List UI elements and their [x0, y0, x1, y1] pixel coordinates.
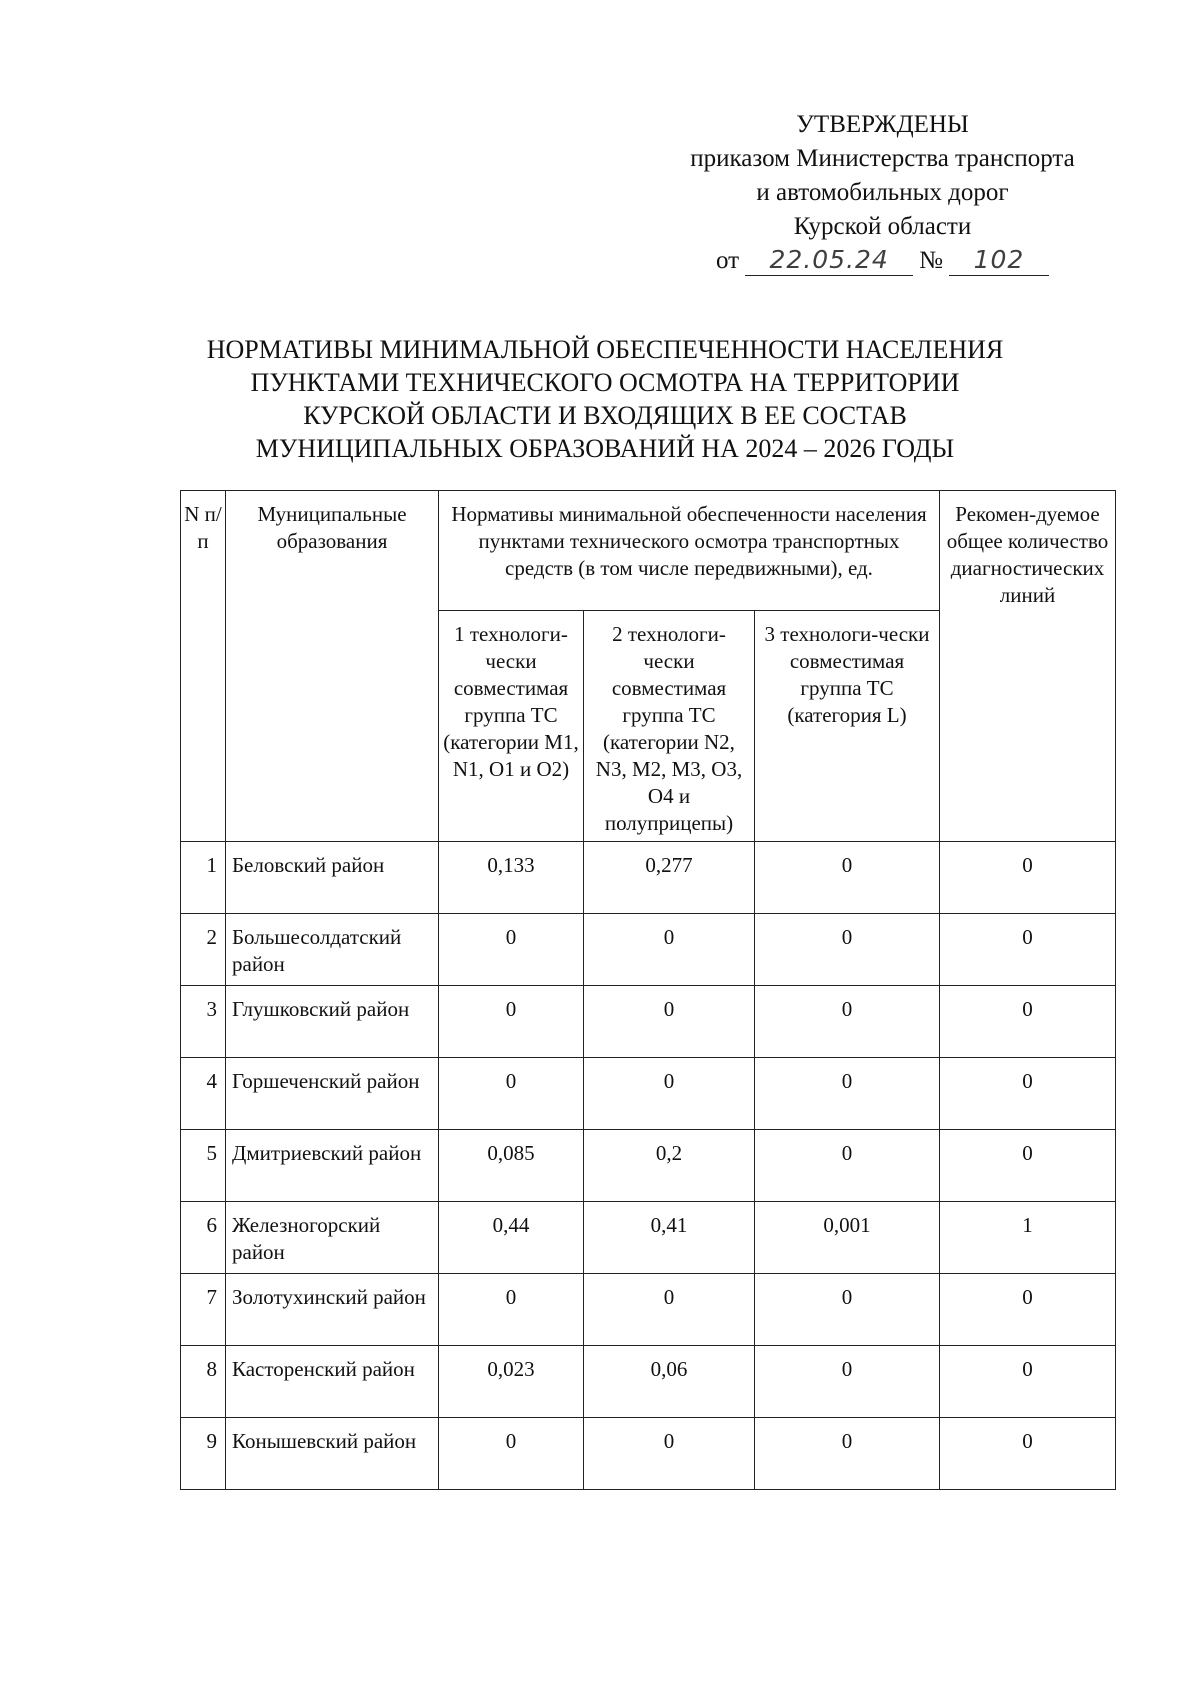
recommended-value: 0	[940, 842, 1116, 914]
row-number: 1	[181, 842, 226, 914]
number-label: №	[919, 247, 943, 274]
group2-value: 0	[584, 1274, 755, 1346]
group1-value: 0	[439, 914, 584, 986]
order-line	[660, 244, 1105, 278]
group3-value: 0	[755, 1418, 940, 1490]
group1-value: 0	[439, 986, 584, 1058]
table-row	[181, 1058, 1116, 1130]
municipality-name: Горшеченский район	[226, 1058, 439, 1130]
group2-value: 0	[584, 1058, 755, 1130]
from-label: от	[716, 247, 740, 274]
table-row	[181, 1274, 1116, 1346]
municipality-name: Глушковский район	[226, 986, 439, 1058]
table-row	[181, 842, 1116, 914]
row-number: 7	[181, 1274, 226, 1346]
row-number: 8	[181, 1346, 226, 1418]
header-municipality: Муниципальные образования	[226, 491, 439, 842]
row-number: 3	[181, 986, 226, 1058]
table-row	[181, 1202, 1116, 1274]
header-group-2: 2 технологи-чески совместимая группа ТС (категории N2, N3, M2, M3, O3, O4 и полуприцепы)	[584, 611, 755, 842]
header-group-1: 1 технологи-чески совместимая группа ТС (категории M1, N1, O1 и O2)	[439, 611, 584, 842]
recommended-value: 0	[940, 986, 1116, 1058]
group1-value: 0,085	[439, 1130, 584, 1202]
municipality-name: Золотухинский район	[226, 1274, 439, 1346]
title-line: ПУНКТАМИ ТЕХНИЧЕСКОГО ОСМОТРА НА ТЕРРИТОРИИ	[250, 368, 960, 397]
municipality-name: Железногорский район	[226, 1202, 439, 1274]
group3-value: 0	[755, 1130, 940, 1202]
group2-value: 0,277	[584, 842, 755, 914]
group1-value: 0,133	[439, 842, 584, 914]
header-num: N п/п	[181, 491, 226, 842]
group2-value: 0,41	[584, 1202, 755, 1274]
group1-value: 0,023	[439, 1346, 584, 1418]
table-row	[181, 1418, 1116, 1490]
approval-title: УТВЕРЖДЕНЫ	[796, 111, 969, 138]
recommended-value: 0	[940, 914, 1116, 986]
document-title	[140, 333, 1070, 465]
row-number: 5	[181, 1130, 226, 1202]
municipality-name: Беловский район	[226, 842, 439, 914]
row-number: 9	[181, 1418, 226, 1490]
municipality-name: Касторенский район	[226, 1346, 439, 1418]
title-line: КУРСКОЙ ОБЛАСТИ И ВХОДЯЩИХ В ЕЕ СОСТАВ	[303, 401, 907, 430]
order-number-handwritten: 102	[949, 245, 1049, 276]
header-recommended: Рекомен-дуемое общее количество диагностических линий	[940, 491, 1116, 842]
group2-value: 0	[584, 1418, 755, 1490]
municipality-name: Большесолдатский район	[226, 914, 439, 986]
row-number: 2	[181, 914, 226, 986]
row-number: 4	[181, 1058, 226, 1130]
recommended-value: 0	[940, 1130, 1116, 1202]
group1-value: 0	[439, 1274, 584, 1346]
group3-value: 0	[755, 842, 940, 914]
group1-value: 0	[439, 1418, 584, 1490]
table-row	[181, 1130, 1116, 1202]
order-date-handwritten: 22.05.24	[745, 245, 913, 276]
group3-value: 0	[755, 986, 940, 1058]
group2-value: 0	[584, 986, 755, 1058]
table-row	[181, 986, 1116, 1058]
recommended-value: 0	[940, 1418, 1116, 1490]
group3-value: 0,001	[755, 1202, 940, 1274]
recommended-value: 0	[940, 1346, 1116, 1418]
group1-value: 0,44	[439, 1202, 584, 1274]
group1-value: 0	[439, 1058, 584, 1130]
group2-value: 0,06	[584, 1346, 755, 1418]
title-line: НОРМАТИВЫ МИНИМАЛЬНОЙ ОБЕСПЕЧЕННОСТИ НАСЕЛЕНИЯ	[206, 335, 1004, 364]
norms-table	[180, 490, 1116, 1490]
group2-value: 0	[584, 914, 755, 986]
group3-value: 0	[755, 1058, 940, 1130]
row-number: 6	[181, 1202, 226, 1274]
header-norms: Нормативы минимальной обеспеченности населения пунктами технического осмотра транспортных средств (в том числе передвижными), ед.	[439, 491, 940, 611]
group3-value: 0	[755, 914, 940, 986]
approval-line-2: и автомобильных дорог	[756, 179, 1009, 206]
group3-value: 0	[755, 1274, 940, 1346]
header-group-3: 3 технологи-чески совместимая группа ТС (категория L)	[755, 611, 940, 842]
table-row	[181, 914, 1116, 986]
recommended-value: 0	[940, 1058, 1116, 1130]
approval-block	[660, 108, 1105, 278]
municipality-name: Конышевский район	[226, 1418, 439, 1490]
table-row	[181, 1346, 1116, 1418]
recommended-value: 0	[940, 1274, 1116, 1346]
municipality-name: Дмитриевский район	[226, 1130, 439, 1202]
approval-line-3: Курской области	[793, 213, 972, 240]
group3-value: 0	[755, 1346, 940, 1418]
title-line: МУНИЦИПАЛЬНЫХ ОБРАЗОВАНИЙ НА 2024 – 2026 ГОДЫ	[255, 434, 955, 463]
table-header-row	[181, 491, 1116, 611]
group2-value: 0,2	[584, 1130, 755, 1202]
approval-line-1: приказом Министерства транспорта	[690, 145, 1075, 172]
recommended-value: 1	[940, 1202, 1116, 1274]
